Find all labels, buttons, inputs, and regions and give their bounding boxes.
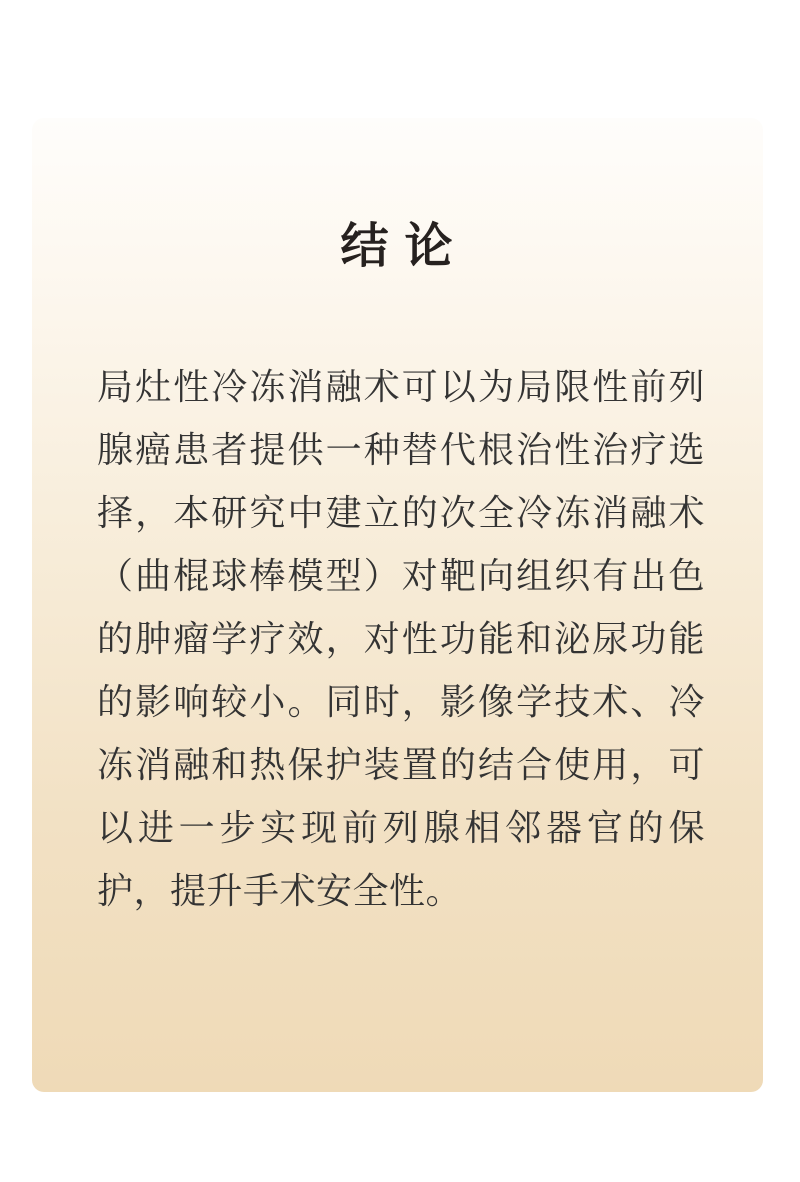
page-title: 结 论 [340, 220, 455, 273]
conclusion-card [32, 118, 763, 1092]
conclusion-paragraph: 局灶性冷冻消融术可以为局限性前列腺癌患者提供一种替代根治性治疗选择，本研究中建立的次全冷冻消融术（曲棍球棒模型）对靶向组织有出色的肿瘤学疗效，对性功能和泌尿功能的影响较小。同时，影像学技术、冷冻消融和热保护装置的结合使用，可以进一步实现前列腺相邻器官的保护，提升手术安全性。 [97, 365, 705, 911]
